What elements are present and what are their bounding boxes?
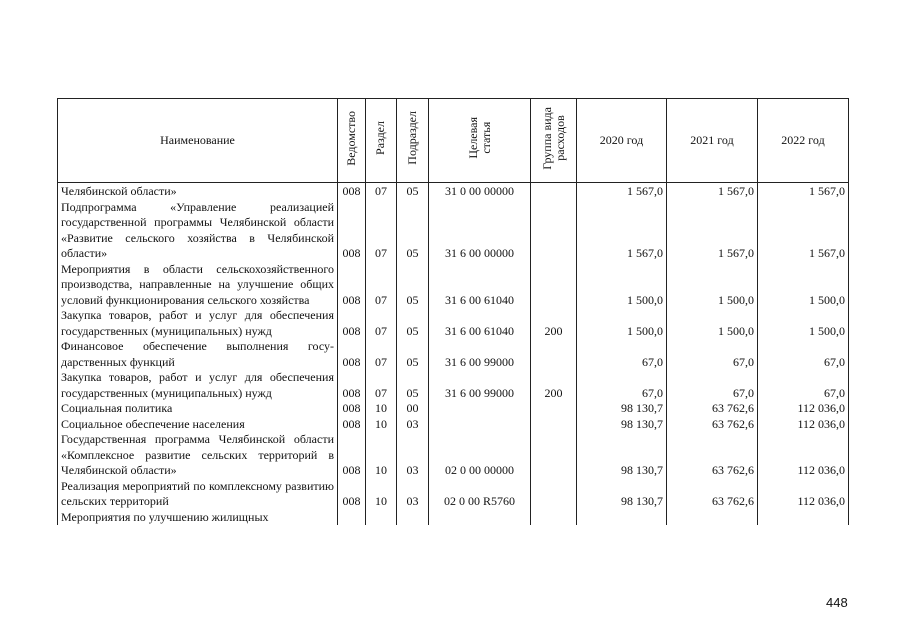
header-subsection: Подраздел [397,99,429,183]
cell-y2022: 112 036,0 [758,401,849,417]
cell-y2021: 1 500,0 [667,262,758,309]
header-2020: 2020 год [577,99,667,183]
cell-name: Мероприятия по улучшению жилищных [58,510,338,526]
cell-subsection: 05 [397,339,429,370]
table-row [58,479,849,510]
cell-name: Социальная политика [58,401,338,417]
cell-group [531,432,577,479]
cell-target: 31 0 00 00000 [429,183,531,200]
cell-y2021: 63 762,6 [667,479,758,510]
cell-y2020: 1 500,0 [577,308,667,339]
table-row [58,432,849,479]
table-row [58,370,849,401]
cell-group: 200 [531,308,577,339]
header-name: Наименование [58,99,338,183]
cell-subsection: 05 [397,308,429,339]
table-row [58,339,849,370]
header-target: Целевая статья [429,99,531,183]
cell-section: 07 [366,200,397,262]
cell-group [531,262,577,309]
cell-name: Подпрограмма «Управление реализацией государственной программы Челябинской области «Развитие сельского хозяйства в Челябинской области» [58,200,338,262]
cell-group: 200 [531,370,577,401]
header-2022: 2022 год [758,99,849,183]
cell-group [531,183,577,200]
cell-name: Закупка товаров, работ и услуг для обеспечения государственных (муниципальных) нужд [58,370,338,401]
cell-y2021: 1 567,0 [667,183,758,200]
cell-dept: 008 [338,432,366,479]
cell-y2020: 1 567,0 [577,200,667,262]
cell-y2020: 98 130,7 [577,401,667,417]
header-dept: Ведомство [338,99,366,183]
cell-y2022: 112 036,0 [758,479,849,510]
cell-name: Социальное обеспечение населения [58,417,338,433]
table-header-row [58,99,849,183]
cell-dept: 008 [338,479,366,510]
cell-section: 10 [366,401,397,417]
cell-subsection: 03 [397,479,429,510]
table-row [58,417,849,433]
cell-target: 31 6 00 61040 [429,308,531,339]
cell-target [429,401,531,417]
cell-section: 07 [366,339,397,370]
cell-y2021: 67,0 [667,339,758,370]
cell-section: 07 [366,183,397,200]
cell-group [531,401,577,417]
cell-y2022: 67,0 [758,339,849,370]
cell-name: Челябинской области» [58,183,338,200]
cell-subsection: 03 [397,432,429,479]
cell-y2022: 1 500,0 [758,308,849,339]
cell-group [531,510,577,526]
cell-y2022: 1 567,0 [758,200,849,262]
cell-y2022: 1 500,0 [758,262,849,309]
cell-target: 31 6 00 00000 [429,200,531,262]
table-row [58,401,849,417]
cell-subsection: 03 [397,417,429,433]
cell-target [429,417,531,433]
cell-target: 02 0 00 R5760 [429,479,531,510]
cell-group [531,339,577,370]
cell-y2022: 67,0 [758,370,849,401]
cell-subsection: 00 [397,401,429,417]
cell-y2020: 1 567,0 [577,183,667,200]
cell-subsection [397,510,429,526]
cell-name: Закупка товаров, работ и услуг для обеспечения государственных (муниципальных) нужд [58,308,338,339]
cell-section: 07 [366,370,397,401]
header-section: Раздел [366,99,397,183]
cell-section [366,510,397,526]
cell-y2020: 67,0 [577,370,667,401]
cell-target: 31 6 00 61040 [429,262,531,309]
header-group: Группа вида расходов [531,99,577,183]
cell-target: 02 0 00 00000 [429,432,531,479]
cell-y2020: 1 500,0 [577,262,667,309]
cell-dept: 008 [338,308,366,339]
cell-dept [338,510,366,526]
cell-y2020 [577,510,667,526]
cell-dept: 008 [338,339,366,370]
cell-dept: 008 [338,370,366,401]
cell-y2021: 63 762,6 [667,401,758,417]
cell-y2020: 98 130,7 [577,417,667,433]
cell-y2022: 112 036,0 [758,432,849,479]
cell-target [429,510,531,526]
cell-y2022 [758,510,849,526]
cell-name: Государственная программа Челябинской области «Комплексное развитие сельских территорий в Челябинской области» [58,432,338,479]
cell-y2021: 1 567,0 [667,200,758,262]
cell-section: 10 [366,417,397,433]
cell-y2021 [667,510,758,526]
cell-y2021: 63 762,6 [667,432,758,479]
cell-y2021: 63 762,6 [667,417,758,433]
cell-section: 10 [366,432,397,479]
cell-subsection: 05 [397,370,429,401]
cell-subsection: 05 [397,262,429,309]
page-number: 448 [826,595,848,610]
cell-name: Мероприятия в области сельскохозяйственного производства, направленные на улучшение общих условий функционирования сельского хозяйства [58,262,338,309]
cell-y2020: 98 130,7 [577,432,667,479]
cell-subsection: 05 [397,183,429,200]
cell-y2022: 112 036,0 [758,417,849,433]
cell-dept: 008 [338,417,366,433]
table-row [58,183,849,200]
cell-target: 31 6 00 99000 [429,370,531,401]
cell-section: 07 [366,308,397,339]
cell-dept: 008 [338,200,366,262]
cell-y2022: 1 567,0 [758,183,849,200]
cell-y2021: 67,0 [667,370,758,401]
cell-y2020: 67,0 [577,339,667,370]
table-row [58,262,849,309]
cell-target: 31 6 00 99000 [429,339,531,370]
cell-group [531,417,577,433]
cell-section: 10 [366,479,397,510]
cell-group [531,479,577,510]
cell-section: 07 [366,262,397,309]
budget-table [57,98,849,525]
cell-dept: 008 [338,262,366,309]
cell-subsection: 05 [397,200,429,262]
header-2021: 2021 год [667,99,758,183]
cell-group [531,200,577,262]
table-row [58,308,849,339]
cell-name: Реализация мероприятий по комплексному развитию сельских территорий [58,479,338,510]
cell-dept: 008 [338,183,366,200]
cell-y2020: 98 130,7 [577,479,667,510]
table-row [58,200,849,262]
cell-y2021: 1 500,0 [667,308,758,339]
table-row [58,510,849,526]
cell-dept: 008 [338,401,366,417]
cell-name: Финансовое обеспечение выполнения государственных функций [58,339,338,370]
